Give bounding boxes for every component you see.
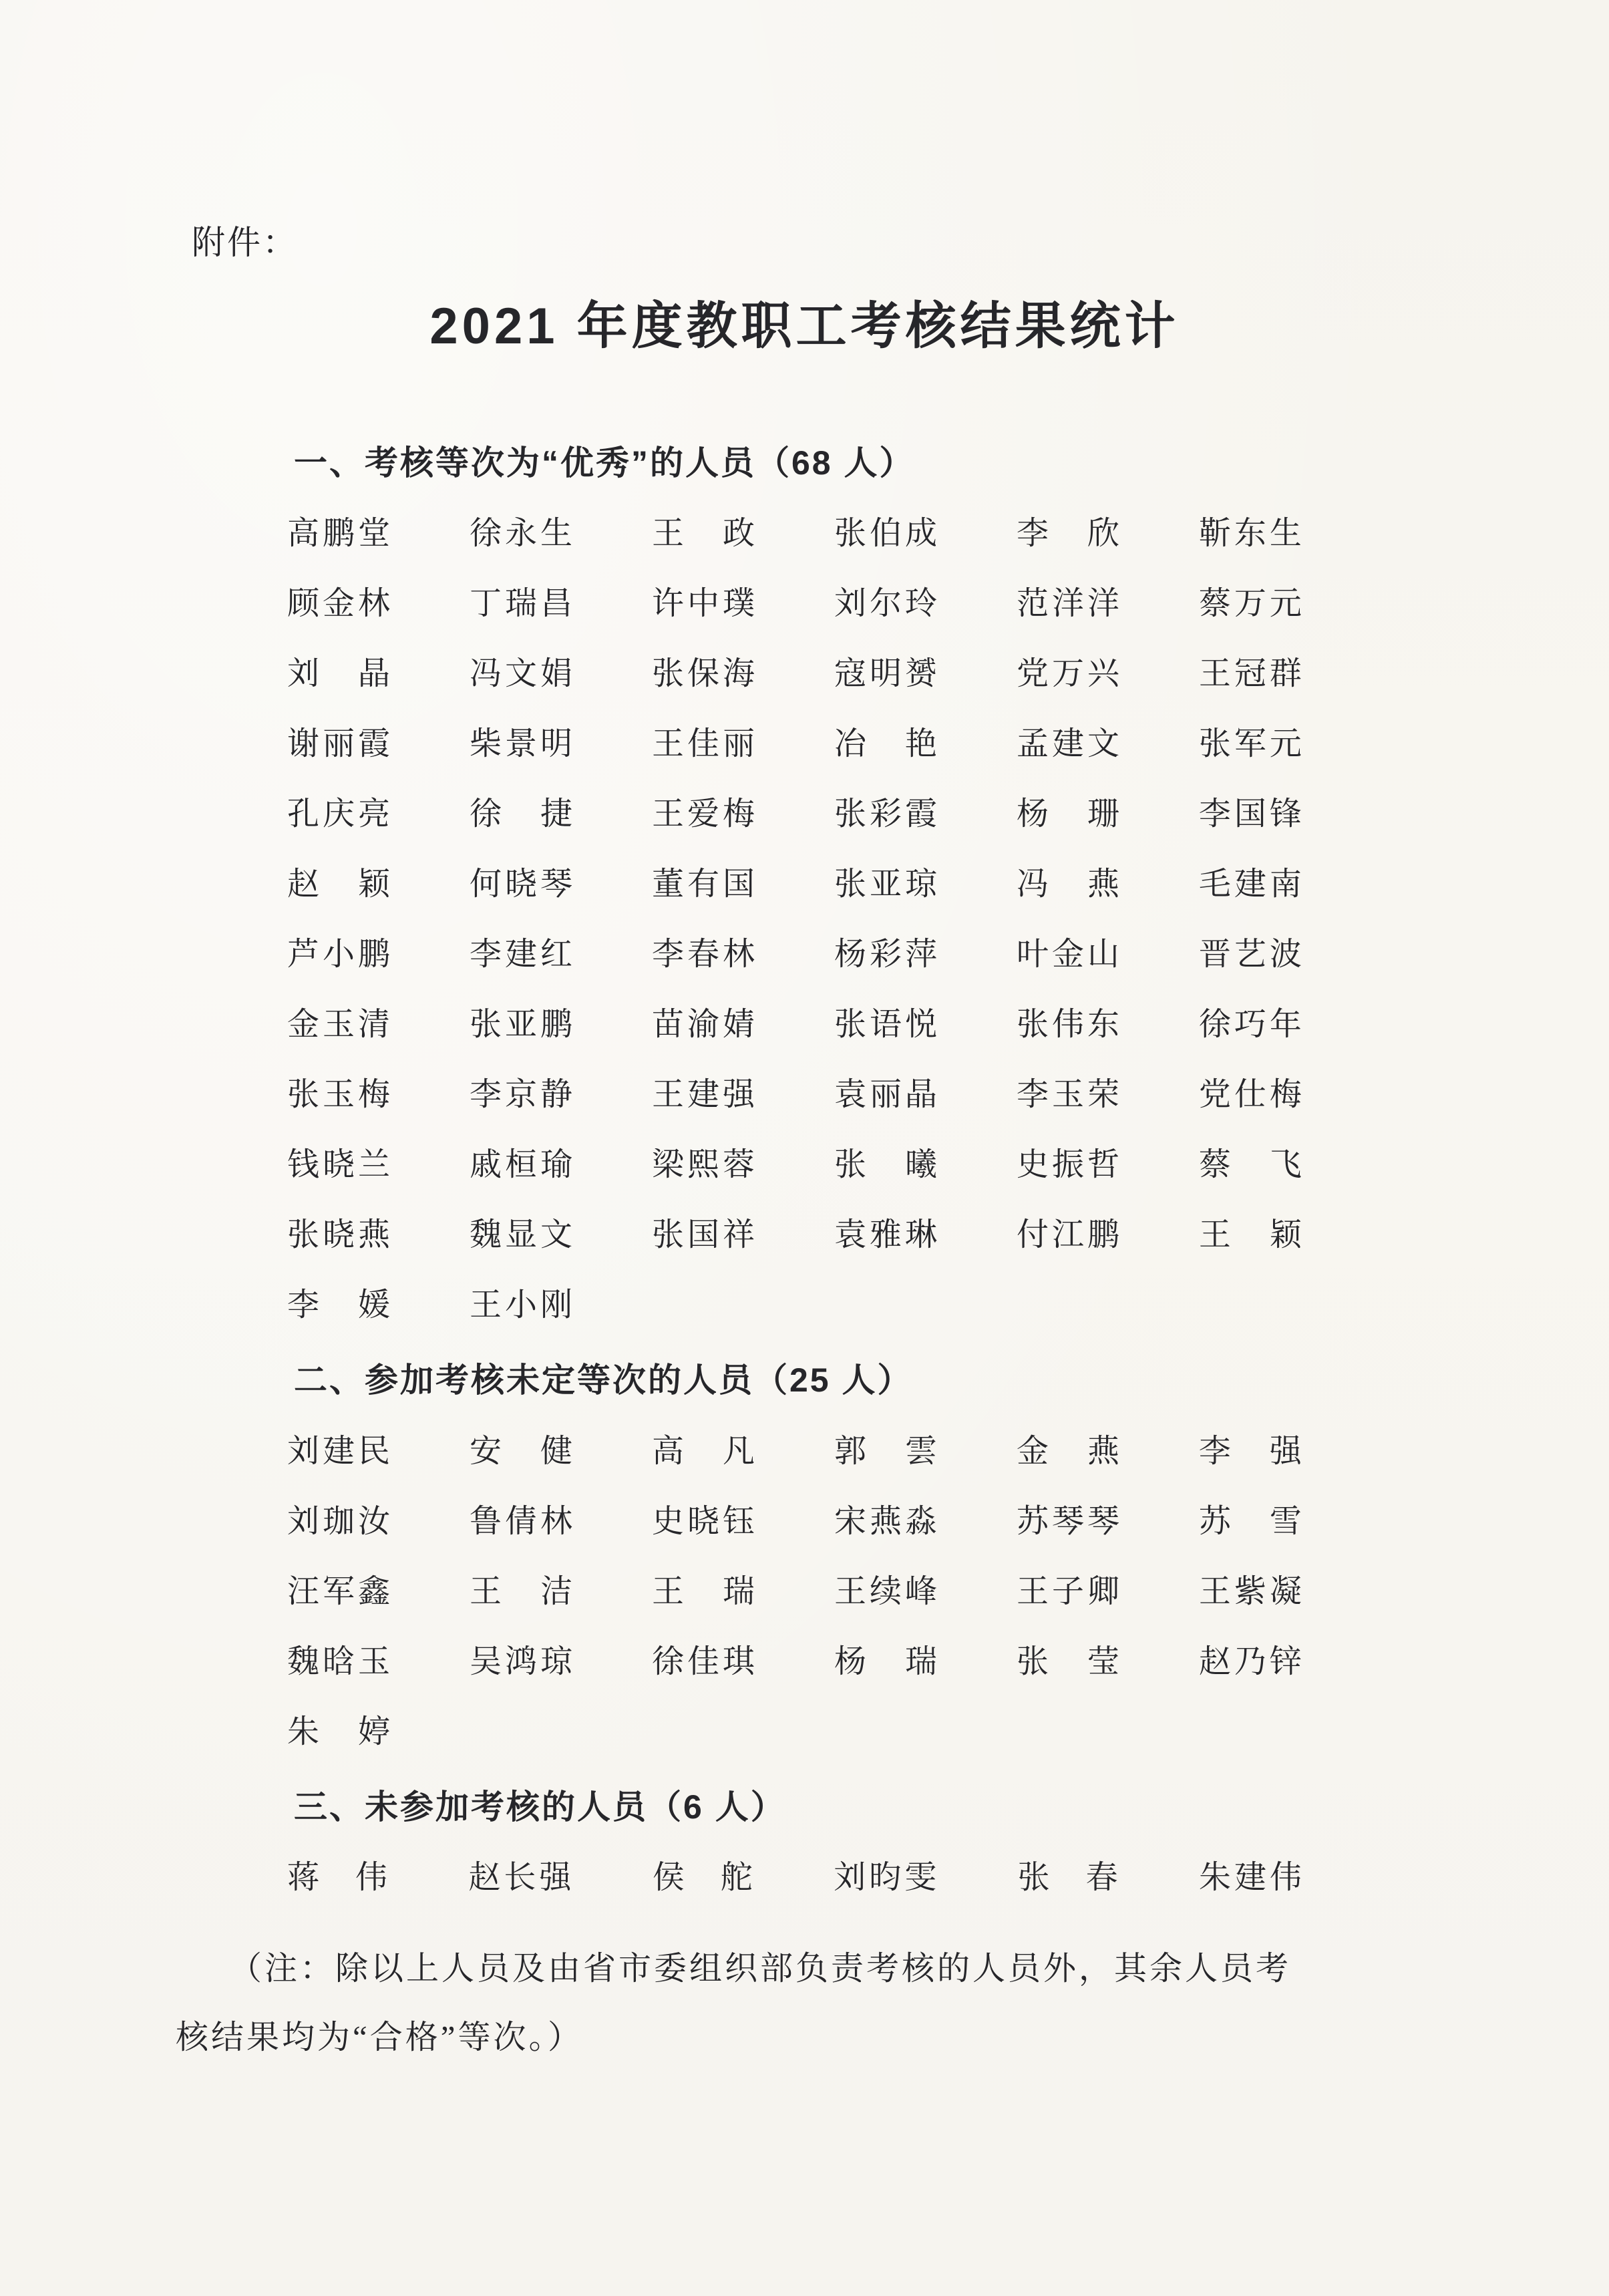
person-name: 芦小鹏 xyxy=(287,937,394,973)
person-name: 张国祥 xyxy=(651,1217,758,1253)
person-name: 袁丽晶 xyxy=(834,1077,940,1113)
person-name: 柴景明 xyxy=(469,726,576,762)
section-excellent xyxy=(0,444,1609,1322)
person-name: 刘尔玲 xyxy=(834,586,940,622)
person-name: 张语悦 xyxy=(834,1007,940,1043)
person-name: 张莹 xyxy=(1016,1643,1123,1679)
person-name: 寇明赟 xyxy=(834,656,940,692)
person-name: 苗渝婧 xyxy=(651,1007,758,1043)
person-name: 李媛 xyxy=(287,1287,394,1323)
person-name: 杨瑞 xyxy=(834,1643,940,1679)
note-paragraph: （注：除以上人员及由省市委组织部负责考核的人员外，其余人员考核结果均为“合格”等次。） xyxy=(176,1950,1292,2056)
person-name: 李春林 xyxy=(651,937,758,973)
person-name: 张彩霞 xyxy=(834,796,940,832)
person-name: 张保海 xyxy=(651,656,758,692)
person-name: 党万兴 xyxy=(1016,656,1123,692)
person-name: 王洁 xyxy=(469,1573,576,1609)
person-name: 孔庆亮 xyxy=(287,796,394,832)
person-name: 王爱梅 xyxy=(651,796,758,832)
person-name: 袁雅琳 xyxy=(834,1217,940,1253)
person-name: 王政 xyxy=(651,516,758,552)
person-name: 毛建南 xyxy=(1198,866,1305,903)
person-name: 董有国 xyxy=(651,866,758,903)
person-name: 王冠群 xyxy=(1198,656,1305,692)
person-name: 赵乃锌 xyxy=(1198,1643,1305,1679)
person-name: 蔡万元 xyxy=(1198,586,1305,622)
person-name: 朱婷 xyxy=(287,1713,394,1750)
person-name: 冯文娟 xyxy=(469,656,576,692)
person-name: 宋燕淼 xyxy=(834,1503,940,1539)
person-name: 魏显文 xyxy=(469,1217,576,1253)
person-name: 史振哲 xyxy=(1016,1147,1123,1183)
section-not-assessed-heading: 三、未参加考核的人员（6 人） xyxy=(294,1788,786,1826)
person-name: 晋艺波 xyxy=(1198,937,1305,973)
person-name: 吴鸿琼 xyxy=(469,1643,576,1679)
person-name: 孟建文 xyxy=(1016,726,1123,762)
person-name: 徐巧年 xyxy=(1198,1007,1305,1043)
person-name: 赵颖 xyxy=(287,866,394,903)
person-name: 王颖 xyxy=(1198,1217,1305,1253)
person-name: 蔡飞 xyxy=(1198,1147,1305,1183)
person-name: 赵长强 xyxy=(468,1860,575,1896)
person-name: 朱建伟 xyxy=(1198,1860,1305,1896)
person-name: 王子卿 xyxy=(1016,1573,1123,1609)
person-name: 金玉清 xyxy=(287,1007,394,1043)
person-name: 张曦 xyxy=(834,1147,940,1183)
person-name: 刘建民 xyxy=(287,1433,394,1469)
person-name: 徐佳琪 xyxy=(651,1643,758,1679)
attachment-label: 附件： xyxy=(192,224,298,261)
person-name: 钱晓兰 xyxy=(287,1147,394,1183)
person-name: 靳东生 xyxy=(1198,516,1305,552)
person-name: 李建红 xyxy=(469,937,576,973)
section-ungraded xyxy=(0,1361,1609,1748)
person-name: 侯舵 xyxy=(652,1860,756,1896)
person-name: 冶艳 xyxy=(834,726,940,762)
person-name: 王佳丽 xyxy=(651,726,758,762)
person-name: 冯燕 xyxy=(1016,866,1123,903)
person-name: 刘珈汝 xyxy=(287,1503,394,1539)
person-name: 金燕 xyxy=(1016,1433,1123,1469)
person-name: 李欣 xyxy=(1016,516,1123,552)
person-name: 鲁倩林 xyxy=(469,1503,576,1539)
person-name: 徐永生 xyxy=(469,516,576,552)
person-name: 张春 xyxy=(1017,1860,1121,1896)
person-name: 党仕梅 xyxy=(1198,1077,1305,1113)
person-name: 高鹏堂 xyxy=(287,516,394,552)
person-name: 顾金林 xyxy=(287,586,394,622)
person-name: 汪军鑫 xyxy=(287,1573,394,1609)
person-name: 张晓燕 xyxy=(287,1217,394,1253)
person-name: 张亚鹏 xyxy=(469,1007,576,1043)
person-name: 魏晗玉 xyxy=(287,1643,394,1679)
person-name: 徐捷 xyxy=(469,796,576,832)
person-name: 张军元 xyxy=(1198,726,1305,762)
person-name: 刘昀雯 xyxy=(834,1860,940,1896)
section-ungraded-heading: 二、参加考核未定等次的人员（25 人） xyxy=(294,1361,913,1400)
person-name: 张亚琼 xyxy=(834,866,940,903)
person-name: 苏琴琴 xyxy=(1016,1503,1123,1539)
person-name: 史晓钰 xyxy=(651,1503,758,1539)
person-name: 叶金山 xyxy=(1016,937,1123,973)
person-name: 安健 xyxy=(469,1433,576,1469)
person-name: 杨彩萍 xyxy=(834,937,940,973)
person-name: 郭雲 xyxy=(834,1433,940,1469)
person-name: 李强 xyxy=(1198,1433,1305,1469)
person-name: 李玉荣 xyxy=(1016,1077,1123,1113)
section-not-assessed xyxy=(0,1788,1609,1895)
person-name: 梁熙蓉 xyxy=(651,1147,758,1183)
person-name: 范洋洋 xyxy=(1016,586,1123,622)
person-name: 张玉梅 xyxy=(287,1077,394,1113)
person-name: 杨珊 xyxy=(1016,796,1123,832)
section-excellent-names-grid xyxy=(287,518,1305,1321)
person-name: 李国锋 xyxy=(1198,796,1305,832)
person-name: 蒋伟 xyxy=(287,1860,391,1896)
person-name: 王小刚 xyxy=(469,1287,576,1323)
person-name: 苏雪 xyxy=(1198,1503,1305,1539)
person-name: 张伟东 xyxy=(1016,1007,1123,1043)
person-name: 谢丽霞 xyxy=(287,726,394,762)
section-excellent-heading: 一、考核等次为“优秀”的人员（68 人） xyxy=(294,444,915,482)
person-name: 刘晶 xyxy=(287,656,394,692)
person-name: 丁瑞昌 xyxy=(469,586,576,622)
section-ungraded-names-grid xyxy=(287,1433,1305,1750)
person-name: 王紫凝 xyxy=(1198,1573,1305,1609)
person-name: 王续峰 xyxy=(834,1573,940,1609)
person-name: 王瑞 xyxy=(651,1573,758,1609)
person-name: 许中璞 xyxy=(651,586,758,622)
person-name: 戚桓瑜 xyxy=(469,1147,576,1183)
person-name: 李京静 xyxy=(469,1077,576,1113)
person-name: 何晓琴 xyxy=(469,866,576,903)
person-name: 王建强 xyxy=(651,1077,758,1113)
page-title: 2021 年度教职工考核结果统计 xyxy=(429,297,1180,355)
person-name: 张伯成 xyxy=(834,516,940,552)
person-name: 付江鹏 xyxy=(1016,1217,1123,1253)
section-not-assessed-names-grid xyxy=(287,1862,1305,1894)
person-name: 高凡 xyxy=(651,1433,758,1469)
